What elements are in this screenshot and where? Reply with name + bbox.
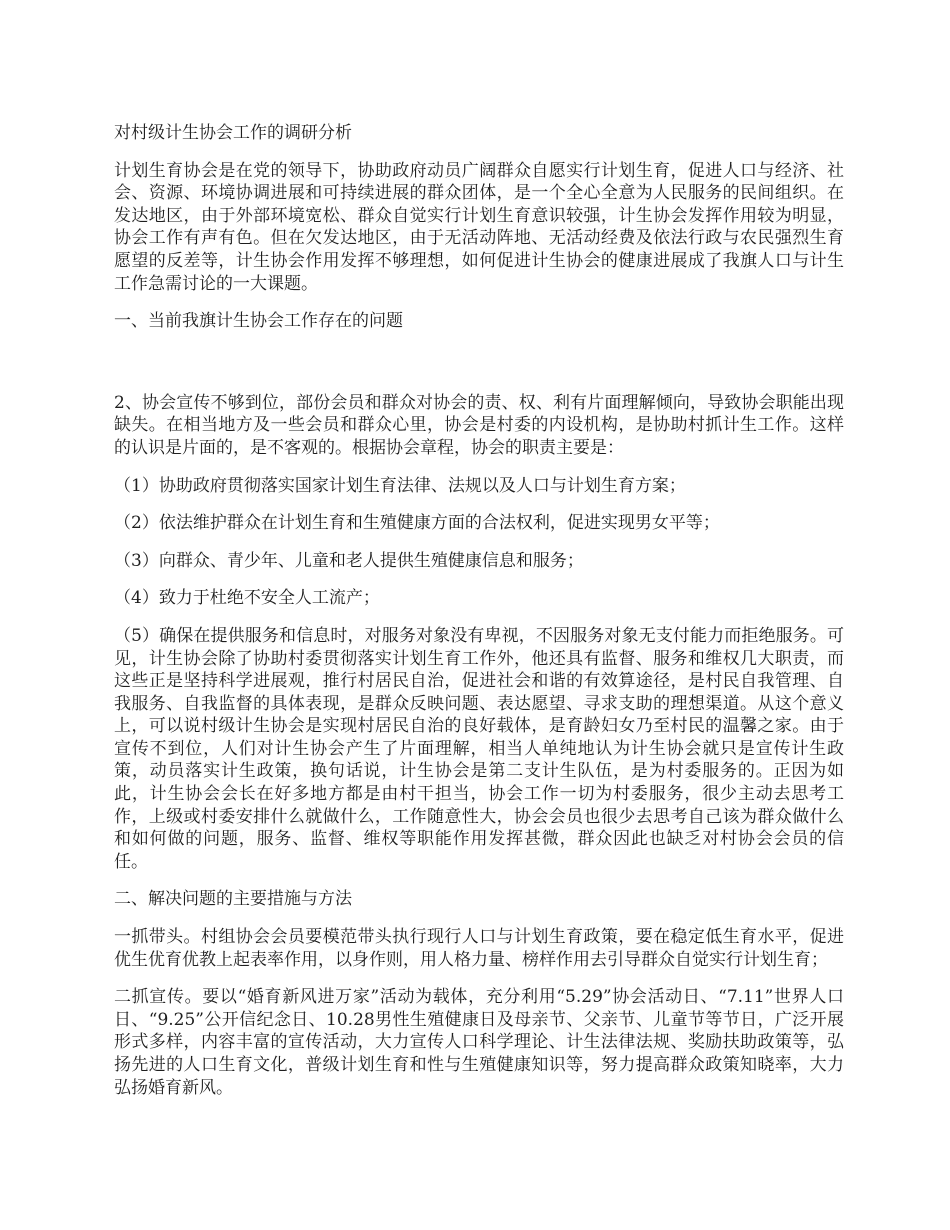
paragraph-lead-by-example: 一抓带头。村组协会会员要模范带头执行现行人口与计划生育政策，要在稳定低生育水平，促进优生优育优教上起表率作用，以身作则，用人格力量、榜样作用去引导群众自觉实行计划生育；	[114, 927, 844, 970]
section-heading-problems: 一、当前我旗计生协会工作存在的问题	[114, 311, 403, 332]
paragraph-problem-2: 2、协会宣传不够到位，部份会员和群众对协会的责、权、利有片面理解倾向，导致协会职能出现缺失。在相当地方及一些会员和群众心里，协会是村委的内设机构，是协助村抓计生工作。这样的认识是片面的，是不客观的。根据协会章程，协会的职责主要是：	[114, 392, 844, 458]
section-heading-solutions: 二、解决问题的主要措施与方法	[114, 889, 352, 910]
duty-item-3: （3）向群众、青少年、儿童和老人提供生殖健康信息和服务；	[114, 550, 584, 571]
duty-item-5: （5）确保在提供服务和信息时，对服务对象没有卑视，不因服务对象无支付能力而拒绝服务。可见，计生协会除了协助村委贯彻落实计划生育工作外，他还具有监督、服务和维权几大职责，而这些正是坚持科学进展观，推行村居民自治，促进社会和谐的有效算途径，是村民自我管理、自我服务、自我监督的具体表现，是群众反映问题、表达愿望、寻求支助的理想渠道。从这个意义上，可以说村级计生协会是实现村居民自治的良好载体，是育龄妇女乃至村民的温馨之家。由于宣传不到位，人们对计生协会产生了片面理解，相当人单纯地认为计生协会就只是宣传计生政策，动员落实计生政策，换句话说，计生协会是第二支计生队伍，是为村委服务的。正因为如此，计生协会会长在好多地方都是由村干担当，协会工作一切为村委服务，很少主动去思考工作，上级或村委安排什么就做什么，工作随意性大，协会会员也很少去思考自己该为群众做什么和如何做的问题，服务、监督、维权等职能作用发挥甚微，群众因此也缺乏对村协会会员的信任。	[114, 625, 844, 872]
duty-item-4: （4）致力于杜绝不安全人工流产；	[114, 588, 380, 609]
document-body	[114, 122, 844, 1114]
paragraph-intro: 计划生育协会是在党的领导下，协助政府动员广阔群众自愿实行计划生育，促进人口与经济、社会、资源、环境协调进展和可持续进展的群众团体，是一个全心全意为人民服务的民间组织。在发达地区，由于外部环境宽松、群众自觉实行计划生育意识较强，计生协会发挥作用较为明显，协会工作有声有色。但在欠发达地区，由于无活动阵地、无活动经费及依法行政与农民强烈生育愿望的反差等，计生协会作用发挥不够理想，如何促进计生协会的健康进展成了我旗人口与计生工作急需讨论的一大课题。	[114, 160, 844, 294]
document-title: 对村级计生协会工作的调研分析	[114, 123, 352, 143]
paragraph-publicity: 二抓宣传。要以“婚育新风进万家”活动为载体，充分利用“5.29”协会活动日、“7.11”世界人口日、“9.25”公开信纪念日、10.28男性生殖健康日及母亲节、父亲节、儿童节等节日，广泛开展形式多样，内容丰富的宣传活动，大力宣传人口科学理论、计生法律法规、奖励扶助政策等，弘扬先进的人口生育文化，普级计划生育和性与生殖健康知识等，努力提高群众政策知晓率，大力弘扬婚育新风。	[114, 987, 844, 1098]
duty-item-2: （2）依法维护群众在计划生育和生殖健康方面的合法权利，促进实现男女平等；	[114, 513, 720, 534]
duty-item-1: （1）协助政府贯彻落实国家计划生育法律、法规以及人口与计划生育方案；	[114, 475, 686, 496]
